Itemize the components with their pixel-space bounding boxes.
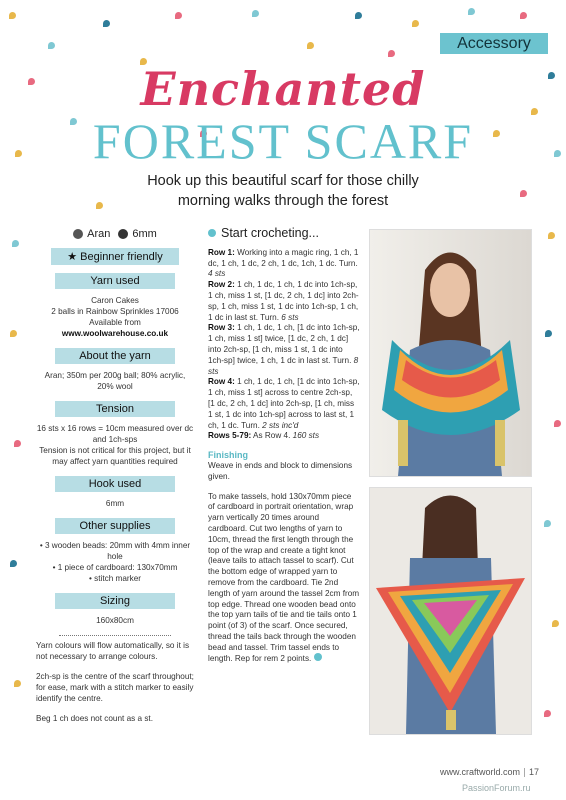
pattern-notes <box>36 640 198 733</box>
supplier-link[interactable]: www.woolwarehouse.co.uk <box>61 329 169 338</box>
hook-icon <box>118 229 128 239</box>
note: 2ch-sp is the centre of the scarf throughout; for ease, mark with a stitch marker to easily identify the centre. <box>36 672 194 703</box>
woman-wearing-scarf-front-image <box>370 230 531 476</box>
pattern-row: Row 3: 1 ch, 1 dc, 1 ch, [1 dc into 1ch-sp, 1 ch, miss 1 st] twice, [1 dc, 2 ch, 1 dc] into 2ch-sp, [1 ch, miss 1 st, 1 dc into 1ch-sp] twice, 1 ch, 1 dc in last st. Turn. 8 sts <box>208 323 360 376</box>
about-yarn-heading: About the yarn <box>55 348 175 364</box>
dotted-divider <box>59 635 171 636</box>
photo-back-view <box>369 487 532 735</box>
end-dot-icon <box>314 653 322 661</box>
about-yarn-text: Aran; 350m per 200g ball; 80% acrylic, 20% wool <box>44 371 186 391</box>
woman-wearing-scarf-back-image <box>370 488 531 734</box>
subtitle-line-1: Hook up this beautiful scarf for those chilly <box>147 173 419 189</box>
watermark: PassionForum.ru <box>462 783 531 793</box>
footer-separator <box>524 768 525 777</box>
finishing-heading: Finishing <box>208 450 248 461</box>
yarn-used-heading: Yarn used <box>55 273 175 289</box>
sizing-heading: Sizing <box>55 593 175 609</box>
title-line-1: Enchanted <box>140 62 426 116</box>
other-supplies-list <box>36 540 194 584</box>
sizing-text: 160x80cm <box>96 616 134 625</box>
star-icon: ★ <box>67 251 81 263</box>
title-line-2: FOREST SCARF <box>92 113 474 169</box>
bullet-dot-icon <box>208 229 216 237</box>
list-item: • 1 piece of cardboard: 130x70mm <box>52 563 178 572</box>
instructions-column <box>208 228 360 674</box>
category-tag: Accessory <box>440 33 548 54</box>
hook-used-text: 6mm <box>105 499 125 508</box>
note: Beg 1 ch does not count as a st. <box>36 714 153 723</box>
page-footer <box>440 767 539 777</box>
tension-text: 16 sts x 16 rows = 10cm measured over dc and 1ch-sps Tension is not critical for this project, but it may affect yarn quantities required <box>36 424 194 466</box>
materials-column <box>36 228 194 646</box>
yarn-used-text: Caron Cakes 2 balls in Rainbow Sprinkles 17006 Available from www.woolwarehouse.co.uk <box>51 296 179 338</box>
hook-size: 6mm <box>132 228 157 240</box>
other-supplies-heading: Other supplies <box>55 518 175 534</box>
difficulty-badge: ★ Beginner friendly <box>51 248 179 265</box>
specs-row <box>36 228 194 240</box>
footer-site: www.craftworld.com <box>440 767 521 777</box>
pattern-row: Row 2: 1 ch, 1 dc, 1 ch, 1 dc into 1ch-sp, 1 ch, miss 1 st, [1 dc, 2 ch, 1 dc] into 2ch-sp, 1 ch, miss 1 st, 1 dc into 1ch-sp, 1 ch, 1 dc in last st. Turn. 6 sts <box>208 280 359 322</box>
pattern-row: Rows 5-79: As Row 4. 160 sts <box>208 431 320 441</box>
pattern-row: Row 4: 1 ch, 1 dc, 1 ch, [1 dc into 1ch-sp, 1 ch, miss 1 st] across to centre 2ch-sp, [1 dc, 2 ch, 1 dc] into 2ch-sp, [1 ch, miss 1 st, 1 dc into 1ch-sp] across to last st, 1 ch, 1 dc. Turn. 2 sts inc'd <box>208 377 360 430</box>
list-item: • 3 wooden beads: 20mm with 4mm inner hole <box>39 541 191 561</box>
tension-heading: Tension <box>55 401 175 417</box>
yarn-weight: Aran <box>87 228 111 240</box>
hook-used-heading: Hook used <box>55 476 175 492</box>
page-number: 17 <box>529 767 540 777</box>
list-item: • stitch marker <box>89 574 141 583</box>
instructions-heading: Start crocheting... <box>208 228 360 239</box>
subtitle-line-2: morning walks through the forest <box>177 193 389 209</box>
note: Yarn colours will flow automatically, so it is not necessary to arrange colours. <box>36 641 190 661</box>
pattern-row: Row 1: Working into a magic ring, 1 ch, 1 dc, 1 ch, 1 dc, 2 ch, 1 dc, 1ch, 1 dc. Turn. 4 sts <box>208 247 359 279</box>
subtitle <box>0 171 566 211</box>
yarn-ball-icon <box>73 229 83 239</box>
tassel-text: To make tassels, hold 130x70mm piece of cardboard in portrait orientation, wrap yarn vertically 20 times around cardboard. Cut two lengths of yarn to 10cm, thread the first length through the top of the wrap and create a tight knot (leave tails to attach tassel to scarf). Cut the bottom edge of wrapped yarn to remove from the cardboard. Tie 2nd length of yarn around the tassel 2cm from top edge. Thread one wooden bead onto the top yarn tails of tie and tie tails onto 1 point (of 3) of the scarf. Once secured, thread the tails back through the wooden bead and tassel. Trim tassel ends to length. Rep for rem 2 points. <box>208 491 360 664</box>
finishing-text: Weave in ends and block to dimensions given. <box>208 460 353 481</box>
photo-front-view <box>369 229 532 477</box>
